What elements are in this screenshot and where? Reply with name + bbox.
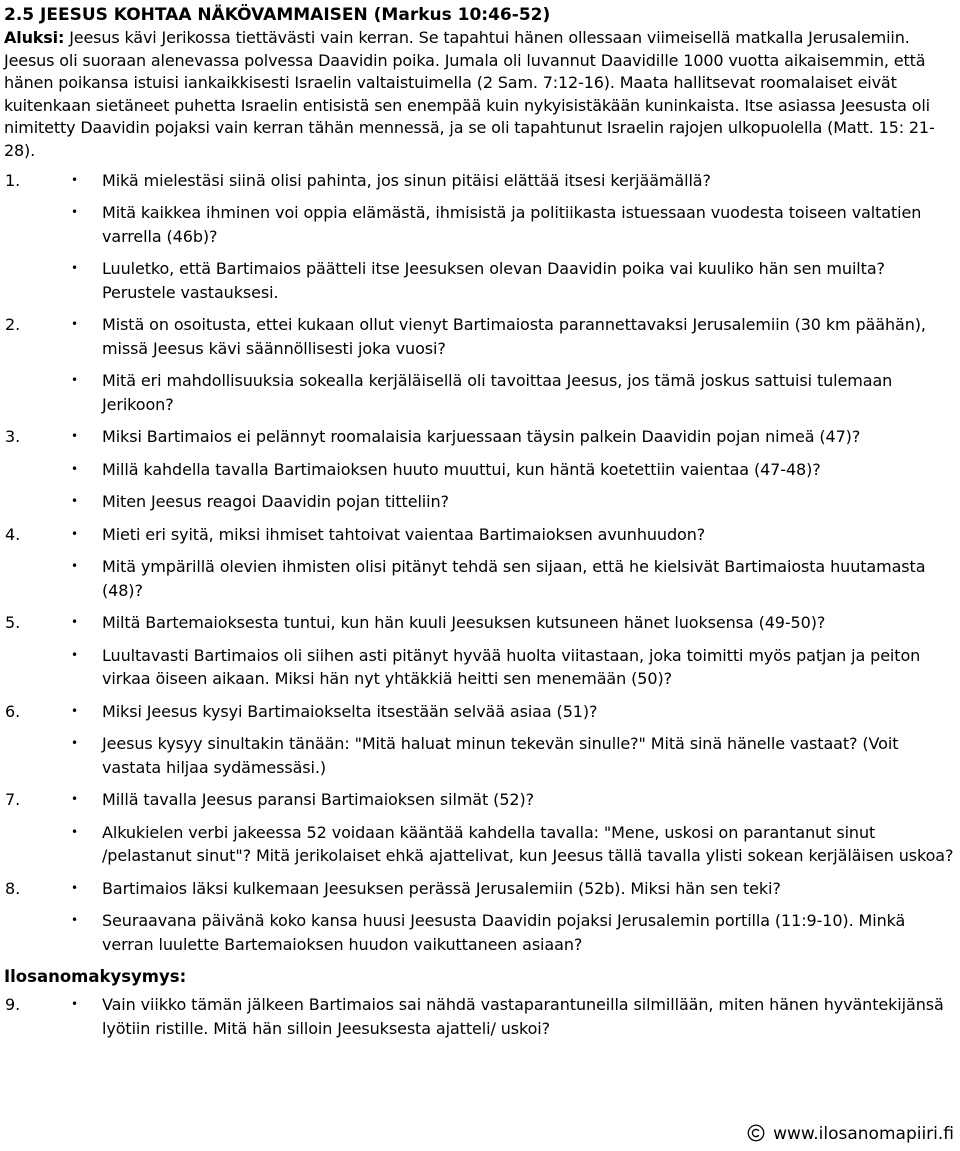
question-item (4, 732, 956, 779)
question-text: Alkukielen verbi jakeessa 52 voidaan kääntää kahdella tavalla: "Mene, uskosi on parantanut sinut /pelastanut sinut"? Mitä jerikolaiset ehkä ajattelivat, kun Jeesus tällä tavalla ylisti sokean kerjäläisen uskoa? (102, 822, 954, 866)
question-item (4, 313, 956, 360)
question-group-6 (4, 700, 956, 780)
question-text: Mitä eri mahdollisuuksia sokealla kerjäläisellä oli tavoittaa Jeesus, jos tämä joskus sattuisi tulemaan Jerikoon? (102, 371, 893, 414)
question-item (4, 821, 956, 868)
intro-text: Jeesus kävi Jerikossa tiettävästi vain kerran. Se tapahtui hänen ollessaan viimeisellä matkalla Jerusalemiin. Jeesus oli suoraan alenevassa polvessa Daavidin poika. Jumala oli luvannut Daavidille 1000 vuotta aikaisemmin, että hänen poikansa istuisi iankaikkisesti Israelin valtaistuimella (2 Sam. 7:12-16). Maata hallitsevat roomalaiset eivät kuitenkaan sietäneet puhetta Israelin entisistä sen enempää kuin nykyisistäkään kuninkaista. Itse asiassa Jeesusta oli nimitetty Daavidin pojaksi vain kerran tähän mennessä, ja se oli tapahtunut Israelin rajojen ulkopuolella (Matt. 15: 21-28). (4, 28, 935, 160)
copyright-icon (747, 1124, 765, 1142)
bullet-icon: • (71, 647, 78, 662)
question-text: Vain viikko tämän jälkeen Bartimaios sai nähdä vastaparantuneilla silmillään, miten hänen hyväntekijänsä lyötiin ristille. Mitä hän silloin Jeesuksesta ajatteli/ uskoi? (102, 995, 944, 1038)
question-text: Millä kahdella tavalla Bartimaioksen huuto muuttui, kun häntä koetettiin vaientaa (47-48)? (102, 459, 821, 479)
question-item (4, 369, 956, 416)
bullet-icon: • (71, 559, 78, 574)
bullet-icon: • (71, 736, 78, 751)
question-text: Mistä on osoitusta, ettei kukaan ollut vienyt Bartimaiosta parannettavaksi Jerusalemiin (30 km päähän), missä Jeesus kävi säännöllisesti joka vuosi? (102, 315, 926, 358)
bullet-icon: • (71, 526, 78, 541)
question-number: 5. (5, 613, 21, 633)
question-text: Miten Jeesus reagoi Daavidin pojan titteliin? (102, 492, 449, 512)
question-item (4, 490, 956, 514)
question-list (4, 169, 956, 957)
question-group-5 (4, 611, 956, 691)
question-group-2 (4, 313, 956, 416)
bullet-icon: • (71, 913, 78, 928)
question-text: Miksi Bartimaios ei pelännyt roomalaisia karjuessaan täysin palkein Daavidin pojan nimeä (47)? (102, 427, 861, 447)
bullet-icon: • (71, 205, 78, 220)
intro-paragraph (4, 27, 956, 163)
question-number: 7. (5, 790, 21, 810)
question-group-3 (4, 425, 956, 514)
question-number: 8. (5, 878, 21, 898)
question-text: Mieti eri syitä, miksi ihmiset tahtoivat vaientaa Bartimaioksen avunhuudon? (102, 524, 706, 544)
question-item (4, 644, 956, 691)
bullet-icon: • (71, 373, 78, 388)
question-group-4 (4, 523, 956, 603)
intro-lead: Aluksi: (4, 28, 65, 47)
question-group-8 (4, 877, 956, 957)
question-text: Luultavasti Bartimaios oli siihen asti pitänyt hyvää huolta viitastaan, joka toimitti myös patjan ja peiton virkaa öiseen aikaan. Miksi hän nyt yhtäkkiä heitti sen menemään (50)? (102, 645, 921, 689)
question-number: 1. (5, 170, 21, 190)
bullet-icon: • (71, 792, 78, 807)
question-number: 3. (5, 427, 21, 447)
footer-credit (747, 1122, 954, 1146)
question-item (4, 788, 956, 812)
question-item (4, 425, 956, 449)
question-group-7 (4, 788, 956, 868)
bullet-icon: • (71, 461, 78, 476)
question-group-1 (4, 169, 956, 305)
question-item (4, 458, 956, 482)
question-text: Millä tavalla Jeesus paransi Bartimaioksen silmät (52)? (102, 790, 535, 810)
bullet-icon: • (71, 429, 78, 444)
bullet-icon: • (71, 172, 78, 187)
question-item (4, 523, 956, 547)
question-text: Miltä Bartemaioksesta tuntui, kun hän kuuli Jeesuksen kutsuneen hänet luoksensa (49-50)? (102, 613, 826, 633)
bullet-icon: • (71, 317, 78, 332)
question-number: 2. (5, 315, 21, 335)
bullet-icon: • (71, 615, 78, 630)
question-text: Bartimaios läksi kulkemaan Jeesuksen perässä Jerusalemiin (52b). Miksi hän sen teki? (102, 878, 781, 898)
question-item (4, 877, 956, 901)
question-text: Luuletko, että Bartimaios päätteli itse Jeesuksen olevan Daavidin poika vai kuuliko hän sen muilta? Perustele vastauksesi. (102, 259, 885, 302)
question-item (4, 611, 956, 635)
question-number: 9. (5, 995, 21, 1015)
question-item (4, 201, 956, 248)
question-text: Jeesus kysyy sinultakin tänään: "Mitä haluat minun tekevän sinulle?" Mitä sinä hänelle vastaat? (Voit vastata hiljaa sydämessäsi.) (102, 734, 899, 777)
bullet-icon: • (71, 261, 78, 276)
question-text: Seuraavana päivänä koko kansa huusi Jeesusta Daavidin pojaksi Jerusalemin portilla (11:9-10). Minkä verran luulette Bartemaioksen huudon vaikuttaneen asiaan? (102, 911, 906, 954)
bullet-icon: • (71, 824, 78, 839)
question-text: Mitä kaikkea ihminen voi oppia elämästä, ihmisistä ja politiikasta istuessaan vuodesta toiseen valtatien varrella (46b)? (102, 203, 922, 246)
bullet-icon: • (71, 494, 78, 509)
question-text: Mitä ympärillä olevien ihmisten olisi pitänyt tehdä sen sijaan, että he kielsivät Bartimaiosta huutamasta (48)? (102, 557, 926, 600)
question-number: 6. (5, 701, 21, 721)
document-page (4, 0, 956, 1049)
question-item (4, 555, 956, 602)
page-title: 2.5 JEESUS KOHTAA NÄKÖVAMMAISEN (Markus 10:46-52) (4, 5, 551, 25)
bullet-icon: • (71, 997, 78, 1012)
extra-question-group (4, 993, 956, 1040)
question-item (4, 169, 956, 193)
question-item (4, 909, 956, 956)
bullet-icon: • (71, 703, 78, 718)
extra-question-heading: Ilosanomakysymys: (4, 967, 187, 987)
question-item (4, 257, 956, 304)
bullet-icon: • (71, 880, 78, 895)
question-text: Miksi Jeesus kysyi Bartimaiokselta itsestään selvää asiaa (51)? (102, 701, 598, 721)
website-url[interactable]: www.ilosanomapiiri.fi (773, 1124, 954, 1144)
question-text: Mikä mielestäsi siinä olisi pahinta, jos sinun pitäisi elättää itsesi kerjäämällä? (102, 170, 711, 190)
question-item (4, 993, 956, 1040)
question-number: 4. (5, 524, 21, 544)
question-item (4, 700, 956, 724)
